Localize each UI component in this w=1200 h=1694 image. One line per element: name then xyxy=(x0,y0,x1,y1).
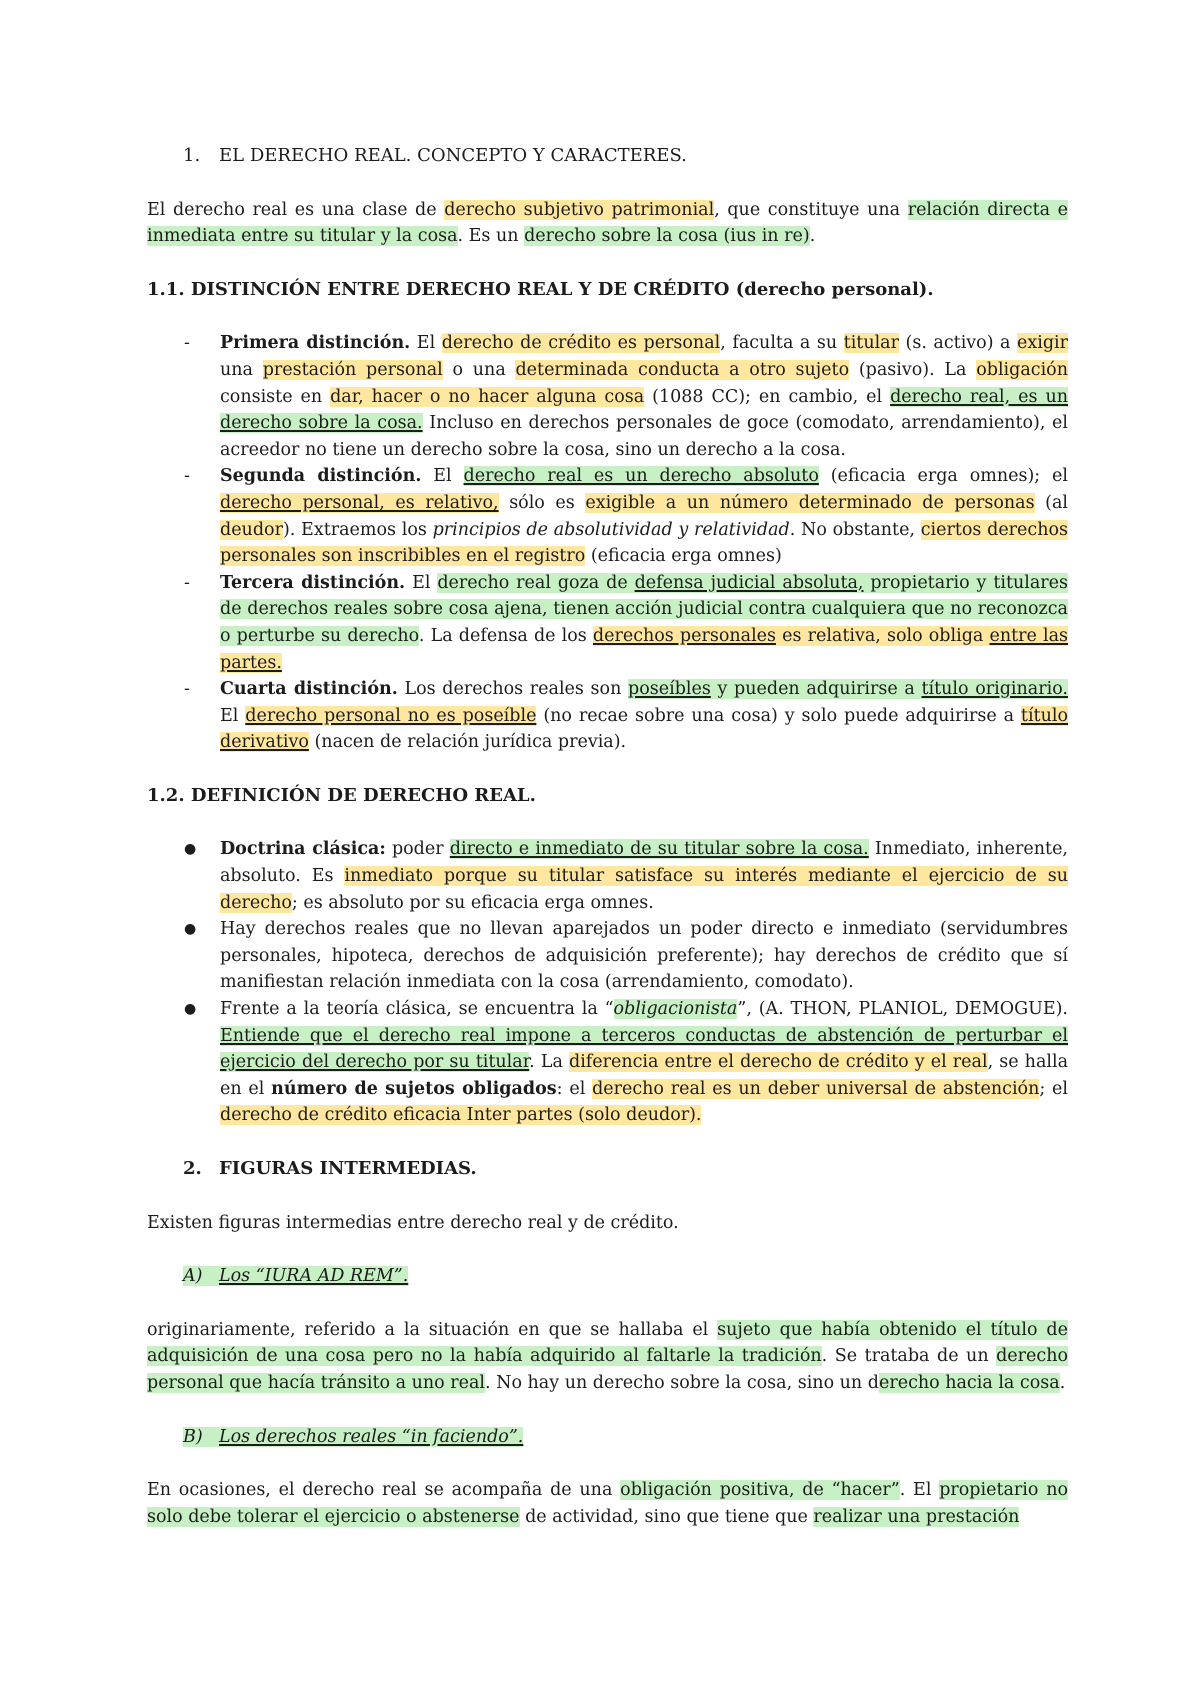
subheading-label: B) xyxy=(183,1426,203,1447)
highlight: derecho real es un derecho absoluto xyxy=(463,466,819,487)
text: : el xyxy=(556,1078,593,1099)
text: El xyxy=(405,572,438,593)
highlight: derecho personal, es relativo, xyxy=(220,492,499,513)
definition-list xyxy=(147,836,1068,1129)
text: Frente a la teoría clásica, se encuentra la “ xyxy=(220,999,614,1020)
italic-text: principios de absolutividad y relatividad xyxy=(432,519,790,540)
section-1-2-heading xyxy=(147,783,1068,810)
highlight: derecho personal que hacía tránsito a uno real xyxy=(147,1346,1068,1393)
subheading-a xyxy=(147,1263,1068,1290)
text: . No hay un derecho sobre la cosa, sino un d xyxy=(485,1372,879,1393)
text: . La xyxy=(529,1052,569,1073)
section-1-number: 1. xyxy=(183,145,201,166)
dash-marker: - xyxy=(184,679,190,700)
highlight: dar, hacer o no hacer alguna cosa xyxy=(330,386,645,407)
text: ; el xyxy=(1039,1078,1068,1099)
bold-text: número de sujetos obligados xyxy=(271,1078,557,1099)
text: Incluso en derechos personales de goce (comodato, arrendamiento), el acreedor no tiene un derecho sobre la cosa, sino un derecho a la cosa. xyxy=(220,413,1068,460)
list-item xyxy=(147,463,1068,569)
text: (no recae sobre una cosa) y solo puede adquirirse a xyxy=(536,705,1021,726)
dash-marker: - xyxy=(184,572,190,593)
section-2-title: FIGURAS INTERMEDIAS. xyxy=(219,1158,477,1179)
text: (eficacia erga omnes) xyxy=(585,546,782,567)
highlight: obligación positiva, de “hacer” xyxy=(620,1480,900,1501)
highlight: derecho real goza de xyxy=(437,572,635,593)
distinctions-list xyxy=(147,330,1068,756)
highlight: y pueden adquirirse a xyxy=(710,679,922,700)
highlight: determinada conducta a otro sujeto xyxy=(515,359,850,380)
highlight: relación directa e inmediata entre su titular y la cosa xyxy=(147,199,1068,247)
highlight: derecho de crédito eficacia Inter partes (solo deudor). xyxy=(220,1105,702,1126)
text: (nacen de relación jurídica previa). xyxy=(308,732,627,753)
text: Hay derechos reales que no llevan aparejados un poder directo e inmediato (servidumbres personales, hipoteca, derechos de adquisición preferente); hay derechos de crédito que sí manifiestan relación inmediata con la cosa (arrendamiento, comodato). xyxy=(220,919,1068,993)
bullet-marker: ● xyxy=(184,841,197,858)
subheading-title: Los “IURA AD REM”. xyxy=(219,1266,409,1287)
text: , que constituye una xyxy=(714,199,908,220)
text: El derecho real es una clase de xyxy=(147,199,445,220)
text: ”, (A. THON, PLANIOL, DEMOGUE). xyxy=(737,999,1068,1020)
highlight: directo e inmediato de su titular sobre la cosa. xyxy=(449,839,869,860)
text: poder xyxy=(385,839,450,860)
highlight: sujeto que había obtenido el título de adquisición de una cosa pero no la había adquirido al faltarle la tradición xyxy=(147,1319,1068,1367)
dash-marker: - xyxy=(184,466,190,487)
subheading-b xyxy=(147,1424,1068,1451)
highlight: entre las partes. xyxy=(220,625,1068,673)
item-lead: Tercera distinción. xyxy=(220,572,406,593)
section-1-1-heading xyxy=(147,277,1068,304)
item-lead: Doctrina clásica: xyxy=(220,839,386,860)
list-item xyxy=(147,330,1068,463)
list-item xyxy=(147,996,1068,1129)
highlight: obligación xyxy=(976,359,1068,380)
highlight: exigir xyxy=(1017,333,1069,354)
intro-paragraph xyxy=(147,197,1068,250)
text: de actividad, sino que tiene que xyxy=(519,1506,814,1527)
highlight: prestación personal xyxy=(262,359,443,380)
list-item xyxy=(147,676,1068,756)
text: , se halla en el xyxy=(220,1052,1069,1099)
text: . Se trataba de un xyxy=(821,1346,997,1367)
text: una xyxy=(220,359,263,380)
text: consiste en xyxy=(220,386,331,407)
highlight: derecho subjetivo patrimonial xyxy=(444,199,715,220)
section-1-heading xyxy=(147,143,1068,170)
dash-marker: - xyxy=(184,333,190,354)
text: (al xyxy=(1034,492,1069,513)
section-2-heading xyxy=(147,1156,1068,1183)
highlight: derecho personal no es poseíble xyxy=(245,705,537,726)
text: ). Extraemos los xyxy=(282,519,433,540)
highlight: erecho hacia la cosa xyxy=(878,1372,1060,1393)
highlight: es relativa, solo obliga xyxy=(776,625,990,646)
section-1-title: EL DERECHO REAL. CONCEPTO Y CARACTERES. xyxy=(219,145,687,166)
highlight: ciertos derechos personales son inscribibles en el registro xyxy=(220,519,1068,567)
highlight: obligacionista xyxy=(613,999,738,1020)
text: . xyxy=(809,226,816,247)
text: sólo es xyxy=(498,492,586,513)
list-item xyxy=(147,836,1068,916)
item-lead: Primera distinción. xyxy=(220,333,411,354)
subsection-a-paragraph xyxy=(147,1317,1068,1397)
text: El xyxy=(220,705,246,726)
document-body xyxy=(147,143,1068,1530)
highlight: inmediato porque su titular satisface su interés mediante el ejercicio de su derecho xyxy=(220,866,1068,913)
text: Inmediato, inherente, absoluto. Es xyxy=(220,839,1068,887)
text: (1088 CC); en cambio, el xyxy=(644,386,891,407)
highlight: derecho de crédito es personal xyxy=(441,333,721,354)
text: . La defensa de los xyxy=(418,625,593,646)
highlight: poseíbles xyxy=(628,679,711,700)
list-item xyxy=(147,916,1068,996)
text: En ocasiones, el derecho real se acompaña de una xyxy=(147,1480,621,1501)
highlight: propietario y titulares de derechos reales sobre cosa ajena, tienen acción judicial contra cualquiera que no reconozca o perturbe su derecho xyxy=(220,572,1069,646)
highlight: diferencia entre el derecho de crédito y el real xyxy=(569,1052,988,1073)
highlight: derecho sobre la cosa (ius in re) xyxy=(524,226,810,247)
highlight: derechos personales xyxy=(592,625,776,646)
subheading-title: Los derechos reales “in faciendo”. xyxy=(219,1426,524,1447)
highlight: Entiende que el derecho real impone a terceros conductas de abstención de perturbar el ejercicio del derecho por su titular xyxy=(220,1025,1068,1073)
list-item xyxy=(147,570,1068,676)
text: (eficacia erga omnes); el xyxy=(818,466,1069,487)
bullet-marker: ● xyxy=(184,921,197,938)
bullet-marker: ● xyxy=(184,1001,197,1018)
text: El xyxy=(410,333,442,354)
text: (pasivo). La xyxy=(849,359,977,380)
item-lead: Cuarta distinción. xyxy=(220,679,398,700)
highlight: título originario. xyxy=(921,679,1068,700)
text: ; es absoluto por su eficacia erga omnes. xyxy=(291,892,654,913)
subheading-label: A) xyxy=(183,1266,203,1287)
text: El xyxy=(421,466,464,487)
section-2-number: 2. xyxy=(183,1158,202,1179)
section-1-1-title: 1.1. DISTINCIÓN ENTRE DERECHO REAL Y DE CRÉDITO (derecho personal). xyxy=(147,278,934,300)
highlight: propietario no solo debe tolerar el ejercicio o abstenerse xyxy=(147,1480,1068,1527)
highlight: derecho real es un deber universal de abstención xyxy=(592,1078,1040,1099)
text: o una xyxy=(442,359,516,380)
highlight: título derivativo xyxy=(220,705,1068,753)
subsection-b-paragraph xyxy=(147,1477,1068,1530)
highlight: exigible a un número determinado de personas xyxy=(585,492,1035,513)
item-lead: Segunda distinción. xyxy=(220,466,422,487)
text: (s. activo) a xyxy=(899,333,1018,354)
highlight: derecho real, es un derecho sobre la cosa. xyxy=(220,386,1068,434)
text: . El xyxy=(899,1480,940,1501)
section-1-2-title: 1.2. DEFINICIÓN DE DERECHO REAL. xyxy=(147,784,536,806)
text: . xyxy=(1059,1372,1066,1393)
section-2-intro: Existen figuras intermedias entre derecho real y de crédito. xyxy=(147,1212,679,1233)
text: . No obstante, xyxy=(789,519,921,540)
text: . Es un xyxy=(457,226,525,247)
text: originariamente, referido a la situación en que se hallaba el xyxy=(147,1319,718,1340)
highlight: deudor xyxy=(220,519,283,540)
text: , faculta a su xyxy=(720,333,844,354)
highlight: titular xyxy=(843,333,899,354)
text: Los derechos reales son xyxy=(397,679,629,700)
highlight: realizar una prestación xyxy=(813,1506,1020,1527)
highlight: defensa judicial absoluta, xyxy=(634,572,864,593)
